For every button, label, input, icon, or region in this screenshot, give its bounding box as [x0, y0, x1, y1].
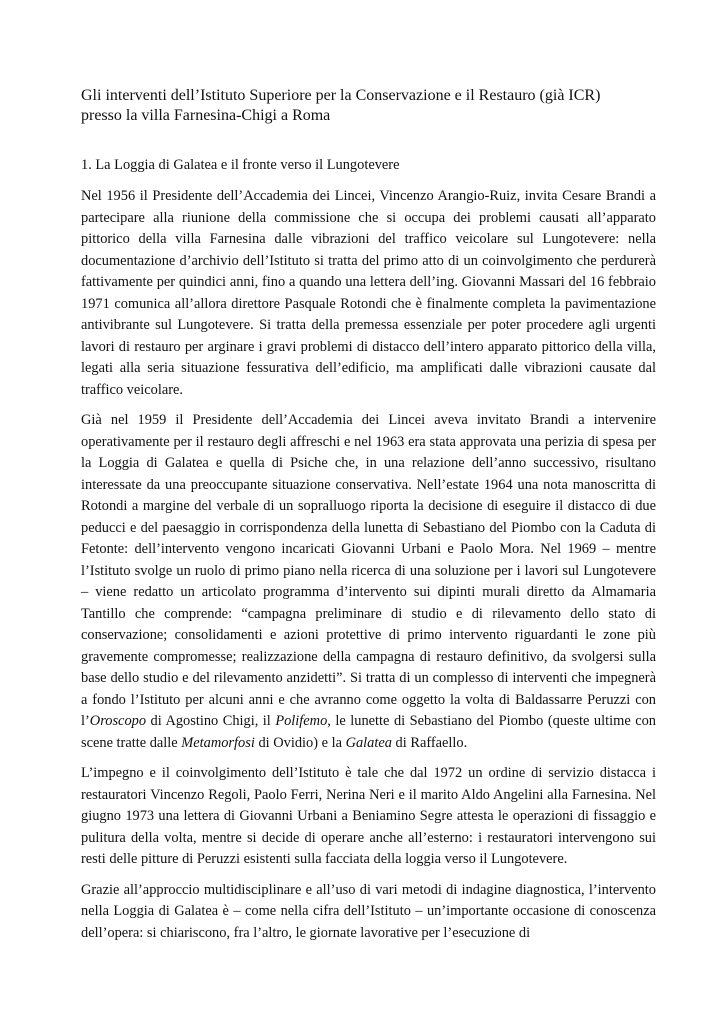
italic-title-text: Polifemo [275, 713, 328, 729]
italic-title-text: Galatea [345, 734, 392, 751]
paragraph [81, 880, 656, 945]
italic-title-text: Oroscopo [89, 713, 147, 729]
paragraph [81, 186, 656, 401]
paragraph-text: di Agostino Chigi, il [146, 713, 276, 729]
section-heading: 1. La Loggia di Galatea e il fronte verso il Lungotevere [81, 157, 400, 173]
paragraph [81, 410, 656, 754]
title-line-2: presso la villa Farnesina-Chigi a Roma [81, 107, 331, 124]
paragraph-text: , le lunette di Sebastiano del Piombo (queste ultime con scene tratte dalle [81, 713, 656, 751]
paragraph-text: Grazie all’approccio multidisciplinare e all’uso di vari metodi di indagine diagnostica, l’intervento nella Loggia di Galatea è – come nella cifra dell’Istituto – un’importante occasione di conoscenza dell’opera: si chiariscono, fra l’altro, le giornate lavorative per l’esecuzione di [81, 881, 656, 941]
document-title [81, 86, 661, 126]
paragraph-text: di Ovidio) e la [254, 734, 346, 751]
title-line-1: Gli interventi dell’Istituto Superiore per la Conservazione e il Restauro (già ICR) [81, 87, 601, 104]
paragraph-text: L’impegno e il coinvolgimento dell’Istituto è tale che dal 1972 un ordine di servizio distacca i restauratori Vincenzo Regoli, Paolo Ferri, Nerina Neri e il marito Aldo Angelini alla Farnesina. Nel giugno 1973 una lettera di Giovanni Urbani a Beniamino Segre attesta le operazioni di fissaggio e pulitura della volta, mentre si decide di operare anche all’esterno: i restauratori intervengono sui resti delle pitture di Peruzzi esistenti sulla facciata della loggia verso il Lungotevere. [81, 765, 656, 867]
paragraph-text: Nel 1956 il Presidente dell’Accademia dei Lincei, Vincenzo Arangio-Ruiz, invita Cesare Brandi a partecipare alla riunione della commissione che si occupa dei problemi causati all’apparato pittorico della villa Farnesina dalle vibrazioni del traffico veicolare sul Lungotevere: nella documentazione d’archivio dell’Istituto si tratta del primo atto di un coinvolgimento che perdurerà fattivamente per quindici anni, fino a quando una lettera dell’ing. Giovanni Massari del 16 febbraio 1971 comunica all’allora direttore Pasquale Rotondi che è finalmente completa la pavimentazione antivibrante sul Lungotevere. Si tratta della premessa essenziale per poter procedere agli urgenti lavori di restauro per arginare i gravi problemi di distacco dell’intero apparato pittorico della villa, legati alla seria situazione fessurativa dell’edificio, ma amplificati dalle vibrazioni causate dal traffico veicolare. [81, 188, 656, 398]
italic-title-text: Metamorfosi [181, 734, 255, 751]
body-text [81, 186, 656, 953]
paragraph-text: Già nel 1959 il Presidente dell’Accademia dei Lincei aveva invitato Brandi a intervenire operativamente per il restauro degli affreschi e nel 1963 era stata approvata una perizia di spesa per la Loggia di Galatea e quella di Psiche che, in una relazione dell’anno successivo, risultano interessate da una preoccupante situazione conservativa. Nell’estate 1964 una nota manoscritta di Rotondi a margine del verbale di un sopralluogo riporta la decisione di eseguire il distacco di due peducci e del paesaggio in corrispondenza della lunetta di Sebastiano del Piombo con la Caduta di Fetonte: dell’intervento vengono incaricati Giovanni Urbani e Paolo Mora. Nel 1969 – mentre l’Istituto svolge un ruolo di primo piano nella ricerca di una soluzione per i lavori sul Lungotevere – viene redatto un articolato programma d’intervento sui dipinti murali diretto da Almamaria Tantillo che comprende: “campagna preliminare di studio e di rilevamento dello stato di conservazione; consolidamenti e azioni protettive di primo intervento riguardanti le zone più gravemente compromesse; realizzazione della campagna di restauro definitivo, da svolgersi sulla base dello studio e del rilevamento anzidetti”. Si tratta di un complesso di interventi che impegnerà a fondo l’Istituto per alcuni anni e che avranno come oggetto la volta di Baldassarre Peruzzi con l’ [81, 412, 656, 729]
paragraph-text: di Raffaello. [391, 734, 468, 751]
paragraph [81, 763, 656, 871]
